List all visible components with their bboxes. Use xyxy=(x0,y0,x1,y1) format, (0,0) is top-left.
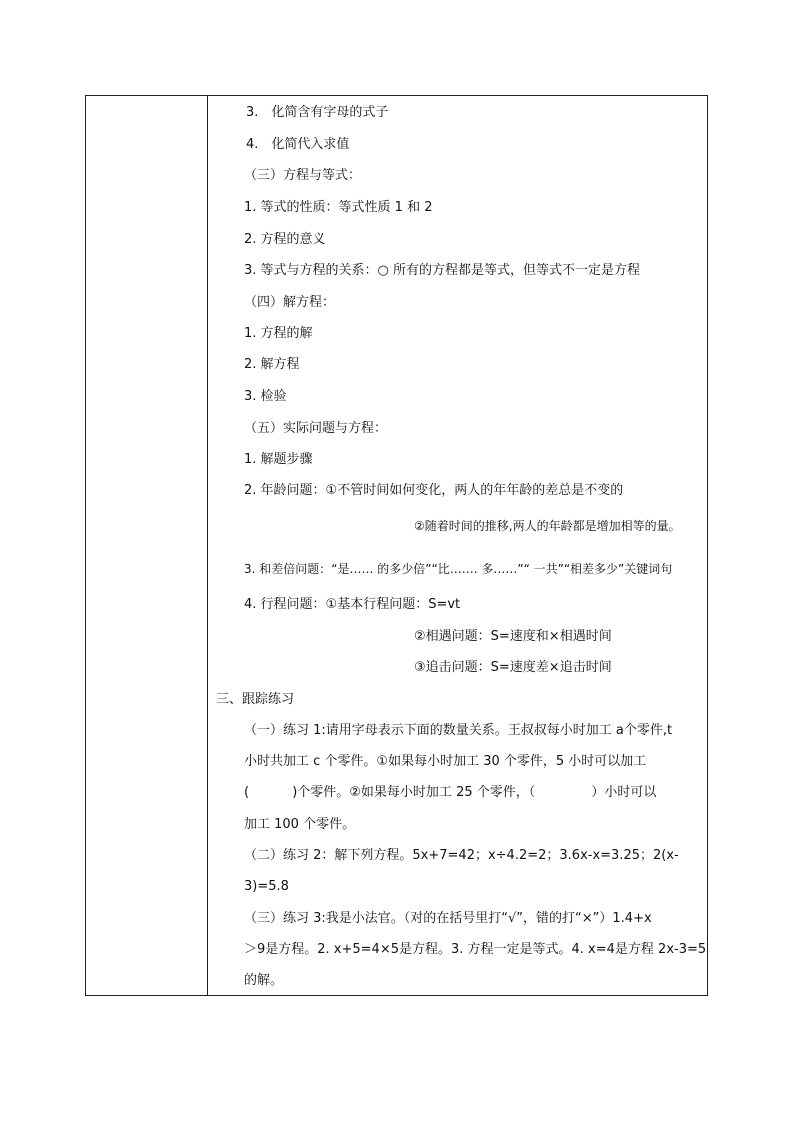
text-line: ＞9是方程。2. x+5=4×5是方程。3. 方程一定是等式。4. x=4是方程 2x-3=5 xyxy=(244,942,707,957)
text-line: 加工 100 个零件。 xyxy=(244,817,356,832)
text-line: 3. 等式与方程的关系：○ 所有的方程都是等式，但等式不一定是方程 xyxy=(244,263,641,278)
text-line: 1. 方程的解 xyxy=(244,326,313,341)
text-line: （一）练习 1:请用字母表示下面的数量关系。王叔叔每小时加工 a个零件,t xyxy=(244,723,673,738)
text-line: 3)=5.8 xyxy=(244,879,289,894)
text-line: 1. 等式的性质：等式性质 1 和 2 xyxy=(244,200,433,215)
text-line: 的解。 xyxy=(244,973,284,988)
text-line: ②相遇问题：S=速度和×相遇时间 xyxy=(414,629,612,644)
text-line: 1. 解题步骤 xyxy=(244,452,313,467)
text-line: 小时共加工 c 个零件。①如果每小时加工 30 个零件，5 小时可以加工 xyxy=(244,754,647,769)
text-line: 2. 解方程 xyxy=(244,357,300,372)
text-line: 3. 和差倍问题：“是…… 的多少倍”“比……. 多……”“ 一共”“相差多少”关键词句 xyxy=(244,562,673,576)
section-heading: 三、跟踪练习 xyxy=(216,692,295,707)
text-line: ③追击问题：S=速度差×追击时间 xyxy=(414,660,612,675)
text-line: 4. 化简代入求值 xyxy=(246,137,350,152)
text-line: （三）练习 3:我是小法官。（对的在括号里打“√”，错的打“×”）1.4+x xyxy=(244,911,652,926)
section-heading: （五）实际问题与方程： xyxy=(244,421,388,436)
text-line: ( )个零件。②如果每小时加工 25 个零件，（ ）小时可以 xyxy=(244,785,657,800)
section-heading: （四）解方程： xyxy=(244,295,336,310)
text-line: ②随着时间的推移,两人的年龄都是增加相等的量。 xyxy=(414,519,681,533)
text-line: （二）练习 2：解下列方程。5x+7=42；x÷4.2=2；3.6x-x=3.25；2(x- xyxy=(244,848,679,863)
right-column xyxy=(208,96,707,995)
section-heading: （三）方程与等式： xyxy=(244,168,362,183)
content-table xyxy=(85,95,708,996)
text-line: 2. 年龄问题：①不管时间如何变化，两人的年年龄的差总是不变的 xyxy=(244,483,624,498)
text-line: 3. 化简含有字母的式子 xyxy=(246,105,389,120)
text-line: 2. 方程的意义 xyxy=(244,232,326,247)
text-line: 3. 检验 xyxy=(244,389,287,404)
text-line: 4. 行程问题：①基本行程问题：S=vt xyxy=(244,597,461,612)
left-column xyxy=(86,96,208,995)
